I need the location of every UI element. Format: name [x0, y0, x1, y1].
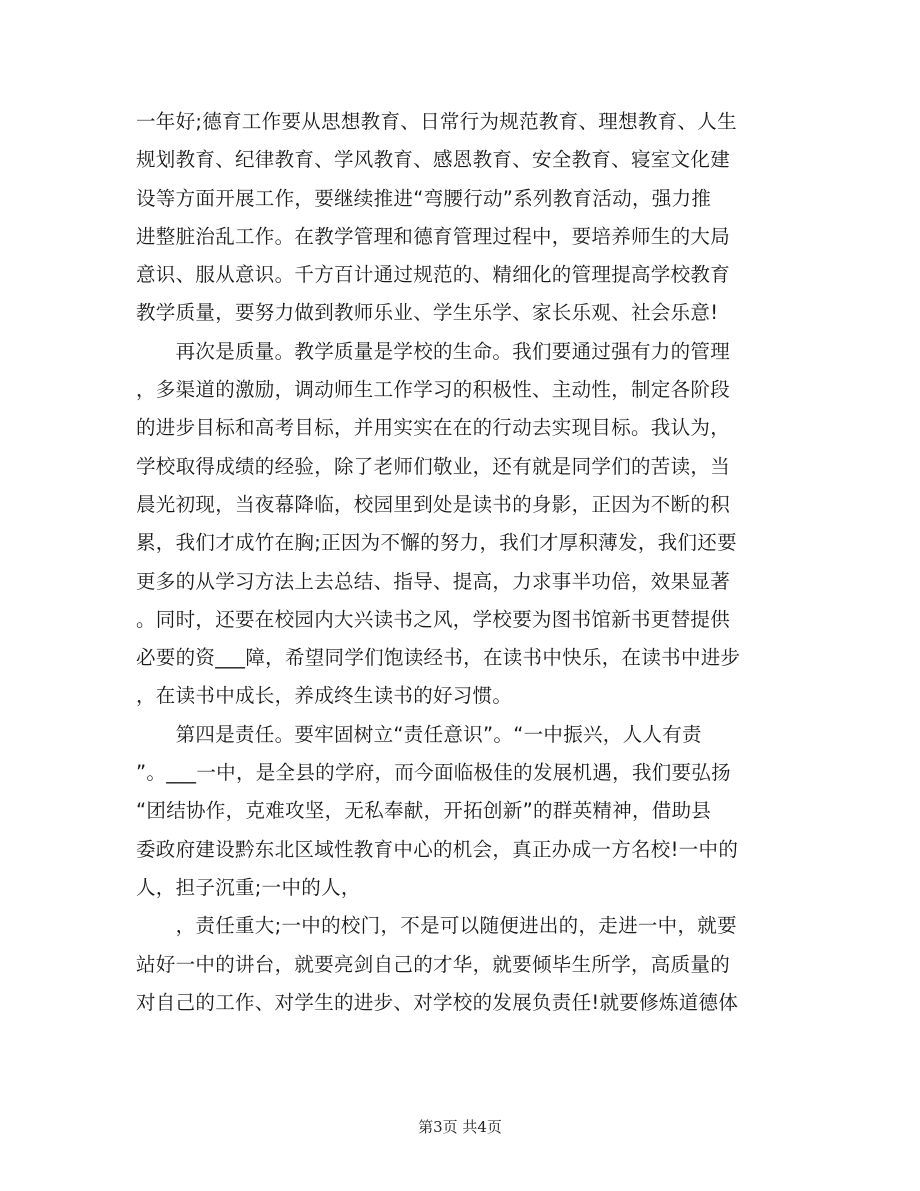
text-line: 第四是责任。要牢固树立“责任意识”。“一中振兴，人人有责: [136, 722, 702, 746]
text-line: 更多的从学习方法上去总结、指导、提高，力求事半功倍，效果显著: [136, 569, 731, 593]
text-line: 一年好;德育工作要从思想教育、日常行为规范教育、理想教育、人生: [136, 110, 737, 133]
text-line: “团结协作，克难攻坚，无私奉献，开拓创新”的群英精神，借助县: [136, 799, 712, 823]
text-line: 意识、服从意识。千方百计通过规范的、精细化的管理提高学校教育: [136, 263, 731, 287]
text-line: 学校取得成绩的经验，除了老师们敬业，还有就是同学们的苦读，当: [136, 454, 731, 478]
text-line: ，多渠道的激励，调动师生工作学习的积极性、主动性，制定各阶段: [136, 378, 731, 402]
text-line: 晨光初现，当夜幕降临，校园里到处是读书的身影，正因为不断的积: [136, 492, 731, 516]
text-line: 人，担子沉重;一中的人，: [136, 875, 361, 899]
text-line: ，责任重大;一中的校门，不是可以随便进出的，走进一中，就要: [136, 914, 737, 938]
text-line: 的进步目标和高考目标，并用实实在在的行动去实现目标。我认为，: [136, 416, 731, 440]
text-line: ，在读书中成长，养成终生读书的好习惯。: [136, 684, 513, 708]
text-line: 对自己的工作、对学生的进步、对学校的发展负责任!就要修炼道德体: [136, 990, 739, 1014]
text-line: 设等方面开展工作，要继续推进“弯腰行动”系列教育活动，强力推: [136, 186, 712, 210]
text-line: 累，我们才成竹在胸;正因为不懈的努力，我们才厚积薄发，我们还要: [136, 531, 737, 555]
text-line: ”。___一中，是全县的学府，而今面临极佳的发展机遇，我们要弘扬: [136, 761, 731, 785]
text-line: 。同时，还要在校园内大兴读书之风，学校要为图书馆新书更替提供: [136, 607, 731, 631]
text-line: 必要的资___障，希望同学们饱读经书，在读书中快乐，在读书中进步: [136, 646, 741, 670]
text-line: 规划教育、纪律教育、学风教育、感恩教育、安全教育、寝室文化建: [136, 148, 731, 172]
body-text: [136, 103, 786, 1022]
text-line: 站好一中的讲台，就要亮剑自己的才华，就要倾毕生所学，高质量的: [136, 952, 731, 976]
text-line: 委政府建设黔东北区域性教育中心的机会，真正办成一方名校!一中的: [136, 837, 739, 861]
text-line: 进整脏治乱工作。在教学管理和德育管理过程中，要培养师生的大局: [136, 224, 731, 248]
page-number-footer: 第3页 共4页: [418, 1118, 502, 1136]
text-line: 再次是质量。教学质量是学校的生命。我们要通过强有力的管理: [136, 339, 731, 363]
text-line: 教学质量，要努力做到教师乐业、学生乐学、家长乐观、社会乐意!: [136, 301, 719, 325]
